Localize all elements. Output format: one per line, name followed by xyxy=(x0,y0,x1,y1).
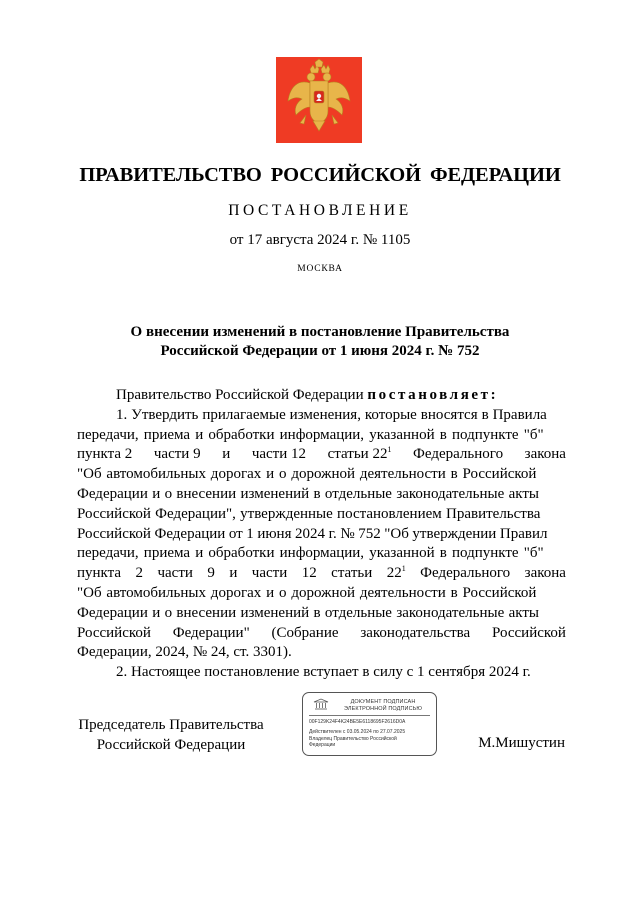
paragraph-2: 2. Настоящее постановление вступает в силу с 1 сентября 2024 г. xyxy=(116,664,531,681)
stamp-owner-line-2: Федерации xyxy=(309,742,336,748)
body-line-text: 1. Утвердить прилагаемые изменения, которые вносятся в Правила xyxy=(116,406,547,423)
government-title: ПРАВИТЕЛЬСТВО РОССИЙСКОЙ ФЕДЕРАЦИИ xyxy=(79,164,561,186)
word: статьи xyxy=(331,565,373,582)
word: законодательства xyxy=(360,624,471,641)
subject-line-2: Российской Федерации от 1 июня 2024 г. № 752 xyxy=(160,343,480,359)
word: и xyxy=(229,565,238,582)
stamp-validity: Действителен с 03.05.2024 по 27.07.2025 xyxy=(309,729,406,735)
body-line: "Об автомобильных дорогах и о дорожной деятельности в Российской xyxy=(77,584,537,601)
electronic-signature-stamp xyxy=(302,692,437,756)
word: Федерального xyxy=(420,565,511,582)
double-headed-eagle-icon xyxy=(276,57,362,143)
word: части xyxy=(157,565,193,582)
word: пункта 2 xyxy=(77,446,133,463)
word: Российской xyxy=(492,624,566,641)
decrees-word: постановляет: xyxy=(367,387,499,403)
intro-text: Правительство Российской Федерации xyxy=(116,387,364,403)
word-with-superscript xyxy=(387,564,406,584)
article-superscript: 1 xyxy=(387,445,392,455)
word: закона xyxy=(524,565,566,582)
subject-line-1: О внесении изменений в постановление Правительства xyxy=(130,324,510,340)
word: и xyxy=(222,446,231,463)
stamp-title xyxy=(333,699,433,713)
article-superscript: 1 xyxy=(401,564,406,574)
signatory-role-line-2: Российской Федерации xyxy=(96,736,246,753)
word: части 12 xyxy=(251,446,307,463)
body-line-justified xyxy=(77,564,566,584)
document-subject xyxy=(0,323,640,361)
body-line: Федерации и о внесении изменений в отдельные законодательные акты xyxy=(77,604,539,621)
word: закона xyxy=(524,446,566,463)
coat-of-arms-emblem xyxy=(276,57,362,143)
body-line: передачи, приема и обработки информации, указанной в подпункте "б" xyxy=(77,545,544,562)
stamp-title-line-2: ЭЛЕКТРОННОЙ ПОДПИСЬЮ xyxy=(343,706,423,712)
word: пункта xyxy=(77,565,122,582)
body-line: Федерации и о внесении изменений в отдельные законодательные акты xyxy=(77,485,539,502)
body-line-justified xyxy=(77,445,566,465)
government-building-icon xyxy=(313,698,329,710)
word: части 9 xyxy=(153,446,201,463)
body-line-justified xyxy=(77,624,566,644)
document-type: ПОСТАНОВЛЕНИЕ xyxy=(228,202,412,219)
stamp-owner-line-1: Владелец Правительство Российской xyxy=(309,736,397,742)
stamp-divider xyxy=(309,715,430,716)
document-body xyxy=(77,386,566,683)
body-line: Российской Федерации", утвержденные постановлением Правительства xyxy=(77,505,541,522)
document-city: МОСКВА xyxy=(297,264,343,274)
stamp-title-line-1: ДОКУМЕНТ ПОДПИСАН xyxy=(350,699,416,705)
word: (Собрание xyxy=(271,624,339,641)
body-line: "Об автомобильных дорогах и о дорожной деятельности в Российской xyxy=(77,466,537,483)
body-line xyxy=(77,406,566,426)
word: части xyxy=(251,565,288,582)
word: Федерации" xyxy=(172,624,250,641)
word-with-superscript xyxy=(328,445,392,465)
word: 2 xyxy=(135,565,143,582)
signatory-role-line-1: Председатель Правительства xyxy=(78,717,264,733)
intro-line xyxy=(77,386,566,406)
body-line: передачи, приема и обработки информации, указанной в подпункте "б" xyxy=(77,426,544,443)
word: 22 xyxy=(386,565,402,582)
word: 9 xyxy=(207,565,215,582)
signatory-role xyxy=(77,716,265,755)
body-line: Федерации, 2024, № 24, ст. 3301). xyxy=(77,644,292,661)
word: статьи 22 xyxy=(327,446,388,463)
signatory-name: М.Мишустин xyxy=(478,735,565,751)
word: 12 xyxy=(301,565,317,582)
stamp-certificate-serial: 00F129K24F4K24BE5E6118695F2616D0A xyxy=(309,719,406,725)
body-line: Российской Федерации от 1 июня 2024 г. № 752 "Об утверждении Правил xyxy=(77,525,548,542)
word: Российской xyxy=(77,624,151,641)
document-date-number: от 17 августа 2024 г. № 1105 xyxy=(229,232,411,248)
word: Федерального xyxy=(413,446,504,463)
